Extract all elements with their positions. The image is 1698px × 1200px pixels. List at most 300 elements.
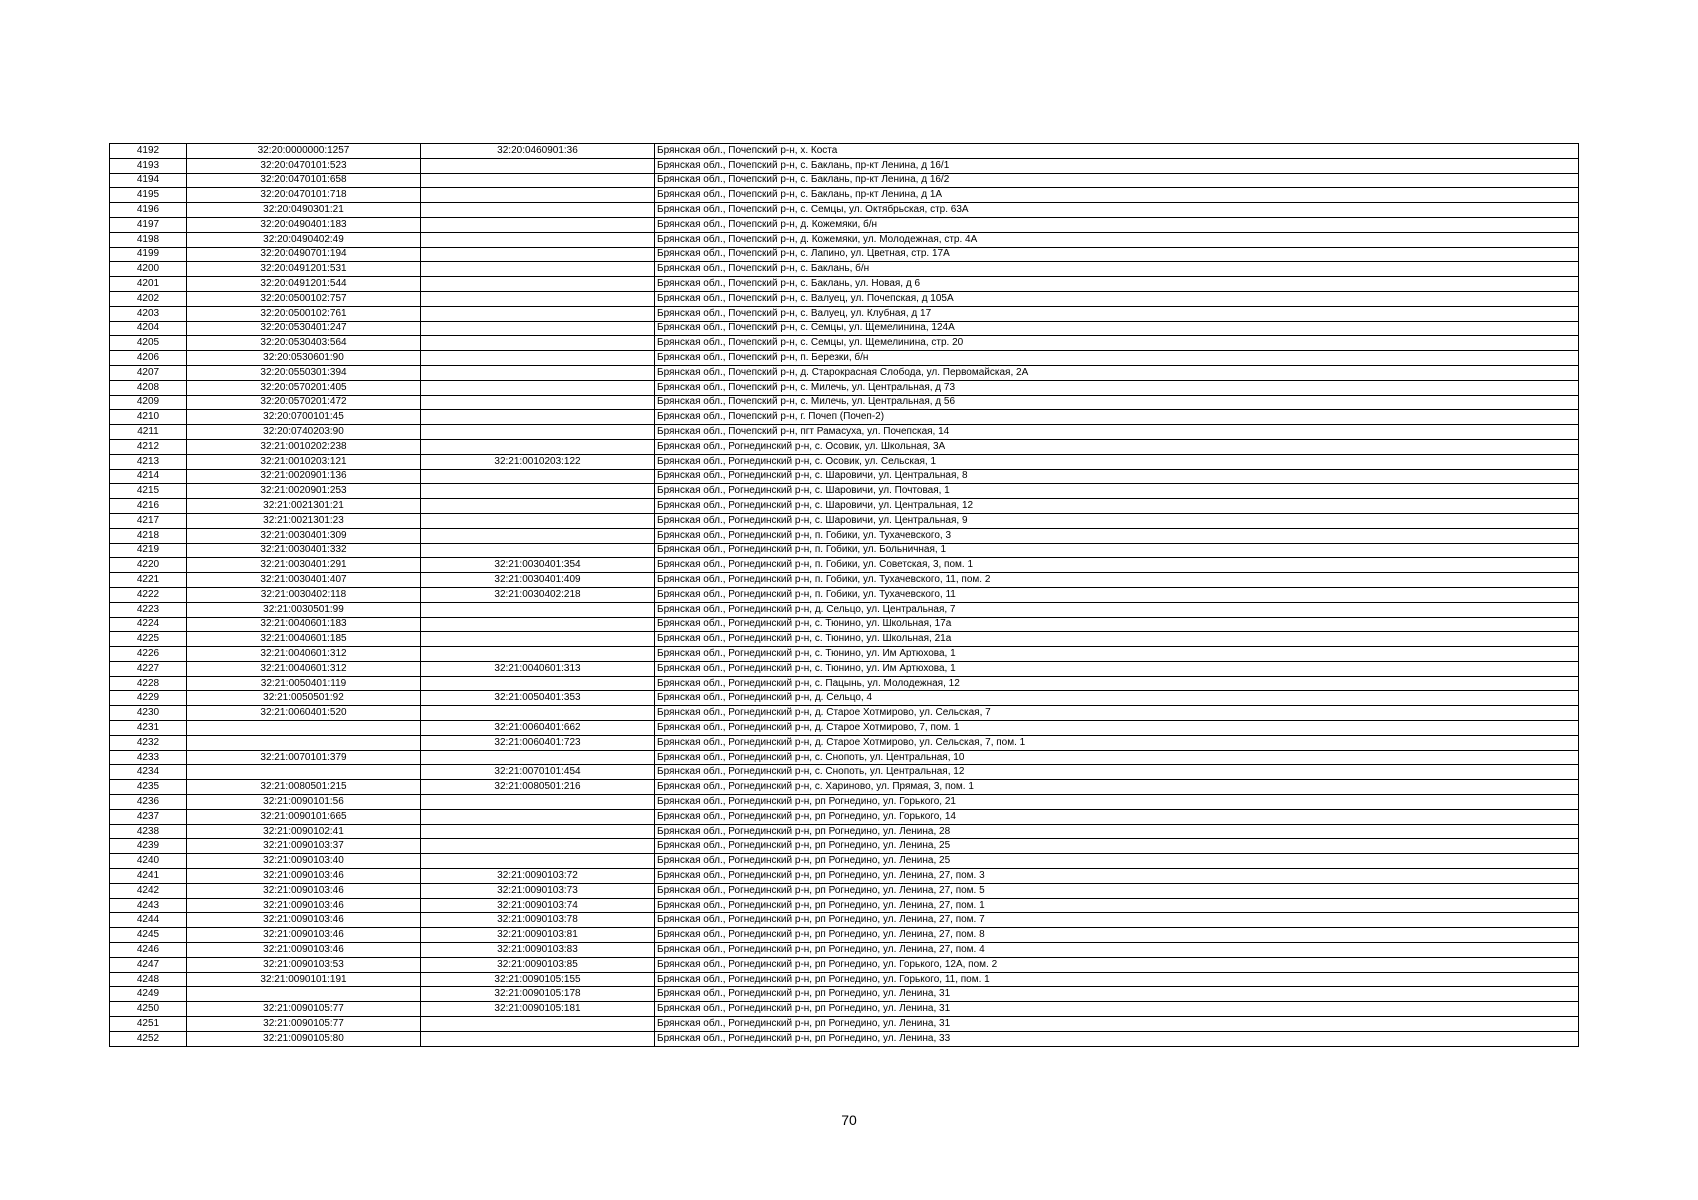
related-cadastral-number-cell: [421, 528, 655, 543]
cadastral-number-cell: 32:20:0490301:21: [187, 203, 421, 218]
table-row: [110, 291, 1579, 306]
cadastral-number-cell: 32:21:0090105:77: [187, 1002, 421, 1017]
cadastral-number-cell: 32:21:0090101:56: [187, 795, 421, 810]
row-number-cell: 4225: [110, 632, 187, 647]
table-row: [110, 780, 1579, 795]
row-number-cell: 4204: [110, 321, 187, 336]
table-row: [110, 721, 1579, 736]
address-cell: Брянская обл., Почепский р-н, с. Милечь, ул. Центральная, д 73: [655, 380, 1579, 395]
cadastral-number-cell: 32:20:0570201:405: [187, 380, 421, 395]
related-cadastral-number-cell: 32:21:0010203:122: [421, 454, 655, 469]
address-cell: Брянская обл., Рогнединский р-н, рп Рогнедино, ул. Ленина, 25: [655, 854, 1579, 869]
address-cell: Брянская обл., Рогнединский р-н, рп Рогнедино, ул. Ленина, 27, пом. 3: [655, 869, 1579, 884]
row-number-cell: 4218: [110, 528, 187, 543]
table-row: [110, 691, 1579, 706]
table-row: [110, 735, 1579, 750]
table-row: [110, 957, 1579, 972]
cadastral-number-cell: 32:21:0090103:37: [187, 839, 421, 854]
row-number-cell: 4209: [110, 395, 187, 410]
related-cadastral-number-cell: [421, 647, 655, 662]
cadastral-number-cell: 32:21:0010202:238: [187, 439, 421, 454]
row-number-cell: 4234: [110, 765, 187, 780]
row-number-cell: 4202: [110, 291, 187, 306]
row-number-cell: 4194: [110, 173, 187, 188]
related-cadastral-number-cell: 32:21:0050401:353: [421, 691, 655, 706]
row-number-cell: 4214: [110, 469, 187, 484]
related-cadastral-number-cell: [421, 543, 655, 558]
address-cell: Брянская обл., Рогнединский р-н, д. Сельцо, ул. Центральная, 7: [655, 602, 1579, 617]
related-cadastral-number-cell: [421, 795, 655, 810]
table-row: [110, 232, 1579, 247]
row-number-cell: 4222: [110, 587, 187, 602]
row-number-cell: 4245: [110, 928, 187, 943]
row-number-cell: 4241: [110, 869, 187, 884]
address-cell: Брянская обл., Рогнединский р-н, рп Рогнедино, ул. Ленина, 31: [655, 1017, 1579, 1032]
row-number-cell: 4228: [110, 676, 187, 691]
cadastral-number-cell: 32:21:0030401:309: [187, 528, 421, 543]
related-cadastral-number-cell: [421, 262, 655, 277]
row-number-cell: 4197: [110, 217, 187, 232]
row-number-cell: 4236: [110, 795, 187, 810]
row-number-cell: 4244: [110, 913, 187, 928]
related-cadastral-number-cell: [421, 750, 655, 765]
address-cell: Брянская обл., Рогнединский р-н, с. Шаровичи, ул. Центральная, 8: [655, 469, 1579, 484]
address-cell: Брянская обл., Рогнединский р-н, с. Тюнино, ул. Им Артюхова, 1: [655, 661, 1579, 676]
cadastral-number-cell: 32:21:0090105:77: [187, 1017, 421, 1032]
table-row: [110, 913, 1579, 928]
table-row: [110, 972, 1579, 987]
row-number-cell: 4199: [110, 247, 187, 262]
property-table: [109, 143, 1579, 1047]
address-cell: Брянская обл., Почепский р-н, с. Баклань, б/н: [655, 262, 1579, 277]
address-cell: Брянская обл., Почепский р-н, с. Семцы, ул. Щемелинина, 124А: [655, 321, 1579, 336]
row-number-cell: 4232: [110, 735, 187, 750]
row-number-cell: 4216: [110, 499, 187, 514]
table-row: [110, 558, 1579, 573]
row-number-cell: 4227: [110, 661, 187, 676]
row-number-cell: 4195: [110, 188, 187, 203]
related-cadastral-number-cell: 32:21:0090103:74: [421, 898, 655, 913]
cadastral-number-cell: 32:21:0060401:520: [187, 706, 421, 721]
address-cell: Брянская обл., Рогнединский р-н, с. Снопоть, ул. Центральная, 12: [655, 765, 1579, 780]
table-row: [110, 854, 1579, 869]
address-cell: Брянская обл., Рогнединский р-н, рп Рогнедино, ул. Ленина, 27, пом. 7: [655, 913, 1579, 928]
related-cadastral-number-cell: [421, 484, 655, 499]
address-cell: Брянская обл., Почепский р-н, с. Семцы, ул. Октябрьская, стр. 63А: [655, 203, 1579, 218]
table-row: [110, 395, 1579, 410]
address-cell: Брянская обл., Рогнединский р-н, рп Рогнедино, ул. Ленина, 28: [655, 824, 1579, 839]
table-body: [110, 144, 1579, 1047]
row-number-cell: 4208: [110, 380, 187, 395]
related-cadastral-number-cell: [421, 203, 655, 218]
cadastral-number-cell: 32:20:0530601:90: [187, 351, 421, 366]
row-number-cell: 4247: [110, 957, 187, 972]
table-row: [110, 883, 1579, 898]
row-number-cell: 4198: [110, 232, 187, 247]
related-cadastral-number-cell: 32:21:0070101:454: [421, 765, 655, 780]
address-cell: Брянская обл., Рогнединский р-н, рп Рогнедино, ул. Горького, 11, пом. 1: [655, 972, 1579, 987]
cadastral-number-cell: 32:21:0030501:99: [187, 602, 421, 617]
related-cadastral-number-cell: [421, 380, 655, 395]
row-number-cell: 4210: [110, 410, 187, 425]
row-number-cell: 4252: [110, 1031, 187, 1046]
cadastral-number-cell: 32:20:0740203:90: [187, 425, 421, 440]
cadastral-number-cell: [187, 735, 421, 750]
cadastral-number-cell: [187, 721, 421, 736]
table-row: [110, 1017, 1579, 1032]
table-row: [110, 321, 1579, 336]
cadastral-number-cell: 32:20:0700101:45: [187, 410, 421, 425]
table-row: [110, 573, 1579, 588]
related-cadastral-number-cell: [421, 1017, 655, 1032]
row-number-cell: 4205: [110, 336, 187, 351]
address-cell: Брянская обл., Рогнединский р-н, д. Старое Хотмирово, ул. Сельская, 7, пом. 1: [655, 735, 1579, 750]
table-row: [110, 513, 1579, 528]
address-cell: Брянская обл., Рогнединский р-н, с. Хариново, ул. Прямая, 3, пом. 1: [655, 780, 1579, 795]
address-cell: Брянская обл., Рогнединский р-н, рп Рогнедино, ул. Ленина, 27, пом. 8: [655, 928, 1579, 943]
cadastral-number-cell: 32:21:0020901:253: [187, 484, 421, 499]
table-row: [110, 262, 1579, 277]
row-number-cell: 4219: [110, 543, 187, 558]
related-cadastral-number-cell: 32:21:0090103:78: [421, 913, 655, 928]
address-cell: Брянская обл., Рогнединский р-н, с. Пацынь, ул. Молодежная, 12: [655, 676, 1579, 691]
related-cadastral-number-cell: 32:21:0030401:409: [421, 573, 655, 588]
related-cadastral-number-cell: [421, 365, 655, 380]
related-cadastral-number-cell: [421, 1031, 655, 1046]
row-number-cell: 4242: [110, 883, 187, 898]
cadastral-number-cell: 32:21:0040601:312: [187, 661, 421, 676]
cadastral-number-cell: 32:20:0550301:394: [187, 365, 421, 380]
table-row: [110, 499, 1579, 514]
table-row: [110, 1031, 1579, 1046]
table-row: [110, 587, 1579, 602]
row-number-cell: 4201: [110, 277, 187, 292]
cadastral-number-cell: 32:21:0030402:118: [187, 587, 421, 602]
page-number: 70: [841, 1112, 857, 1128]
address-cell: Брянская обл., Почепский р-н, г. Почеп (Почеп-2): [655, 410, 1579, 425]
row-number-cell: 4207: [110, 365, 187, 380]
cadastral-number-cell: 32:20:0500102:761: [187, 306, 421, 321]
table-row: [110, 661, 1579, 676]
cadastral-number-cell: 32:21:0021301:21: [187, 499, 421, 514]
address-cell: Брянская обл., Рогнединский р-н, рп Рогнедино, ул. Ленина, 31: [655, 987, 1579, 1002]
row-number-cell: 4243: [110, 898, 187, 913]
address-cell: Брянская обл., Почепский р-н, с. Семцы, ул. Щемелинина, стр. 20: [655, 336, 1579, 351]
related-cadastral-number-cell: [421, 839, 655, 854]
related-cadastral-number-cell: [421, 306, 655, 321]
table-row: [110, 632, 1579, 647]
row-number-cell: 4230: [110, 706, 187, 721]
cadastral-number-cell: 32:20:0490402:49: [187, 232, 421, 247]
table-row: [110, 1002, 1579, 1017]
table-row: [110, 706, 1579, 721]
cadastral-number-cell: 32:21:0090103:46: [187, 898, 421, 913]
cadastral-number-cell: 32:20:0491201:544: [187, 277, 421, 292]
cadastral-number-cell: 32:21:0030401:332: [187, 543, 421, 558]
address-cell: Брянская обл., Рогнединский р-н, с. Осовик, ул. Школьная, 3А: [655, 439, 1579, 454]
related-cadastral-number-cell: [421, 809, 655, 824]
cadastral-number-cell: 32:21:0010203:121: [187, 454, 421, 469]
table-row: [110, 365, 1579, 380]
row-number-cell: 4212: [110, 439, 187, 454]
cadastral-number-cell: 32:21:0050401:119: [187, 676, 421, 691]
row-number-cell: 4238: [110, 824, 187, 839]
address-cell: Брянская обл., Рогнединский р-н, с. Осовик, ул. Сельская, 1: [655, 454, 1579, 469]
cadastral-number-cell: 32:20:0530403:564: [187, 336, 421, 351]
related-cadastral-number-cell: 32:21:0090105:178: [421, 987, 655, 1002]
cadastral-number-cell: 32:21:0090105:80: [187, 1031, 421, 1046]
related-cadastral-number-cell: [421, 469, 655, 484]
related-cadastral-number-cell: 32:21:0030402:218: [421, 587, 655, 602]
cadastral-number-cell: 32:21:0050501:92: [187, 691, 421, 706]
related-cadastral-number-cell: [421, 277, 655, 292]
related-cadastral-number-cell: [421, 617, 655, 632]
row-number-cell: 4203: [110, 306, 187, 321]
cadastral-number-cell: 32:20:0490401:183: [187, 217, 421, 232]
address-cell: Брянская обл., Рогнединский р-н, п. Гобики, ул. Тухачевского, 3: [655, 528, 1579, 543]
cadastral-number-cell: 32:20:0491201:531: [187, 262, 421, 277]
table-row: [110, 943, 1579, 958]
related-cadastral-number-cell: 32:21:0060401:723: [421, 735, 655, 750]
cadastral-number-cell: [187, 765, 421, 780]
related-cadastral-number-cell: 32:20:0460901:36: [421, 144, 655, 159]
address-cell: Брянская обл., Рогнединский р-н, п. Гобики, ул. Тухачевского, 11: [655, 587, 1579, 602]
address-cell: Брянская обл., Почепский р-н, д. Кожемяки, б/н: [655, 217, 1579, 232]
table-row: [110, 647, 1579, 662]
row-number-cell: 4233: [110, 750, 187, 765]
cadastral-number-cell: 32:21:0080501:215: [187, 780, 421, 795]
cadastral-number-cell: 32:21:0090101:191: [187, 972, 421, 987]
table-row: [110, 469, 1579, 484]
address-cell: Брянская обл., Почепский р-н, с. Валуец, ул. Клубная, д 17: [655, 306, 1579, 321]
related-cadastral-number-cell: [421, 232, 655, 247]
table-row: [110, 869, 1579, 884]
cadastral-number-cell: 32:21:0090101:665: [187, 809, 421, 824]
row-number-cell: 4196: [110, 203, 187, 218]
cadastral-number-cell: 32:20:0570201:472: [187, 395, 421, 410]
cadastral-number-cell: 32:20:0530401:247: [187, 321, 421, 336]
table-row: [110, 839, 1579, 854]
address-cell: Брянская обл., Рогнединский р-н, рп Рогнедино, ул. Ленина, 27, пом. 4: [655, 943, 1579, 958]
cadastral-number-cell: 32:20:0470101:523: [187, 158, 421, 173]
address-cell: Брянская обл., Почепский р-н, с. Баклань, пр-кт Ленина, д 1А: [655, 188, 1579, 203]
related-cadastral-number-cell: [421, 188, 655, 203]
related-cadastral-number-cell: [421, 173, 655, 188]
address-cell: Брянская обл., Рогнединский р-н, рп Рогнедино, ул. Ленина, 31: [655, 1002, 1579, 1017]
table-row: [110, 336, 1579, 351]
cadastral-number-cell: 32:21:0090102:41: [187, 824, 421, 839]
cadastral-number-cell: 32:21:0020901:136: [187, 469, 421, 484]
related-cadastral-number-cell: [421, 291, 655, 306]
table-row: [110, 528, 1579, 543]
address-cell: Брянская обл., Рогнединский р-н, рп Рогнедино, ул. Горького, 21: [655, 795, 1579, 810]
related-cadastral-number-cell: 32:21:0040601:313: [421, 661, 655, 676]
related-cadastral-number-cell: [421, 499, 655, 514]
row-number-cell: 4251: [110, 1017, 187, 1032]
address-cell: Брянская обл., Рогнединский р-н, рп Рогнедино, ул. Горького, 12А, пом. 2: [655, 957, 1579, 972]
table-row: [110, 439, 1579, 454]
address-cell: Брянская обл., Рогнединский р-н, п. Гобики, ул. Советская, 3, пом. 1: [655, 558, 1579, 573]
row-number-cell: 4221: [110, 573, 187, 588]
table-row: [110, 217, 1579, 232]
table-row: [110, 158, 1579, 173]
cadastral-number-cell: 32:21:0090103:46: [187, 928, 421, 943]
cadastral-number-cell: 32:21:0090103:53: [187, 957, 421, 972]
related-cadastral-number-cell: [421, 513, 655, 528]
related-cadastral-number-cell: [421, 217, 655, 232]
table-row: [110, 306, 1579, 321]
row-number-cell: 4229: [110, 691, 187, 706]
table-row: [110, 173, 1579, 188]
cadastral-number-cell: [187, 987, 421, 1002]
table-row: [110, 898, 1579, 913]
table-row: [110, 454, 1579, 469]
address-cell: Брянская обл., Рогнединский р-н, с. Шаровичи, ул. Центральная, 9: [655, 513, 1579, 528]
related-cadastral-number-cell: 32:21:0090103:72: [421, 869, 655, 884]
row-number-cell: 4200: [110, 262, 187, 277]
address-cell: Брянская обл., Почепский р-н, п. Березки, б/н: [655, 351, 1579, 366]
related-cadastral-number-cell: [421, 321, 655, 336]
row-number-cell: 4237: [110, 809, 187, 824]
address-cell: Брянская обл., Почепский р-н, с. Баклань, пр-кт Ленина, д 16/1: [655, 158, 1579, 173]
address-cell: Брянская обл., Рогнединский р-н, д. Старое Хотмирово, ул. Сельская, 7: [655, 706, 1579, 721]
row-number-cell: 4224: [110, 617, 187, 632]
table-row: [110, 425, 1579, 440]
address-cell: Брянская обл., Рогнединский р-н, п. Гобики, ул. Больничная, 1: [655, 543, 1579, 558]
cadastral-number-cell: 32:20:0500102:757: [187, 291, 421, 306]
table-row: [110, 144, 1579, 159]
row-number-cell: 4220: [110, 558, 187, 573]
address-cell: Брянская обл., Почепский р-н, пгт Рамасуха, ул. Почепская, 14: [655, 425, 1579, 440]
row-number-cell: 4226: [110, 647, 187, 662]
related-cadastral-number-cell: [421, 247, 655, 262]
table-row: [110, 203, 1579, 218]
address-cell: Брянская обл., Рогнединский р-н, п. Гобики, ул. Тухачевского, 11, пом. 2: [655, 573, 1579, 588]
table-row: [110, 676, 1579, 691]
related-cadastral-number-cell: [421, 395, 655, 410]
cadastral-number-cell: 32:21:0030401:291: [187, 558, 421, 573]
row-number-cell: 4235: [110, 780, 187, 795]
related-cadastral-number-cell: [421, 632, 655, 647]
address-cell: Брянская обл., Почепский р-н, д. Кожемяки, ул. Молодежная, стр. 4А: [655, 232, 1579, 247]
address-cell: Брянская обл., Рогнединский р-н, с. Шаровичи, ул. Центральная, 12: [655, 499, 1579, 514]
address-cell: Брянская обл., Рогнединский р-н, рп Рогнедино, ул. Ленина, 33: [655, 1031, 1579, 1046]
address-cell: Брянская обл., Рогнединский р-н, с. Тюнино, ул. Им Артюхова, 1: [655, 647, 1579, 662]
cadastral-number-cell: 32:21:0090103:46: [187, 913, 421, 928]
table-row: [110, 484, 1579, 499]
address-cell: Брянская обл., Рогнединский р-н, д. Сельцо, 4: [655, 691, 1579, 706]
address-cell: Брянская обл., Рогнединский р-н, рп Рогнедино, ул. Ленина, 27, пом. 1: [655, 898, 1579, 913]
row-number-cell: 4211: [110, 425, 187, 440]
table-row: [110, 410, 1579, 425]
table-row: [110, 380, 1579, 395]
table-row: [110, 602, 1579, 617]
row-number-cell: 4193: [110, 158, 187, 173]
address-cell: Брянская обл., Почепский р-н, д. Старокрасная Слобода, ул. Первомайская, 2А: [655, 365, 1579, 380]
related-cadastral-number-cell: [421, 706, 655, 721]
row-number-cell: 4192: [110, 144, 187, 159]
table-row: [110, 824, 1579, 839]
address-cell: Брянская обл., Рогнединский р-н, д. Старое Хотмирово, 7, пом. 1: [655, 721, 1579, 736]
row-number-cell: 4231: [110, 721, 187, 736]
table-row: [110, 765, 1579, 780]
related-cadastral-number-cell: 32:21:0030401:354: [421, 558, 655, 573]
address-cell: Брянская обл., Почепский р-н, с. Баклань, ул. Новая, д 6: [655, 277, 1579, 292]
cadastral-number-cell: 32:21:0040601:312: [187, 647, 421, 662]
cadastral-number-cell: 32:20:0470101:658: [187, 173, 421, 188]
address-cell: Брянская обл., Почепский р-н, с. Баклань, пр-кт Ленина, д 16/2: [655, 173, 1579, 188]
related-cadastral-number-cell: [421, 351, 655, 366]
related-cadastral-number-cell: 32:21:0090103:85: [421, 957, 655, 972]
related-cadastral-number-cell: [421, 439, 655, 454]
row-number-cell: 4239: [110, 839, 187, 854]
row-number-cell: 4217: [110, 513, 187, 528]
cadastral-number-cell: 32:21:0021301:23: [187, 513, 421, 528]
related-cadastral-number-cell: [421, 336, 655, 351]
related-cadastral-number-cell: 32:21:0090105:155: [421, 972, 655, 987]
table-row: [110, 188, 1579, 203]
table-row: [110, 543, 1579, 558]
row-number-cell: 4240: [110, 854, 187, 869]
cadastral-number-cell: 32:21:0090103:40: [187, 854, 421, 869]
address-cell: Брянская обл., Почепский р-н, с. Милечь, ул. Центральная, д 56: [655, 395, 1579, 410]
cadastral-number-cell: 32:20:0470101:718: [187, 188, 421, 203]
row-number-cell: 4223: [110, 602, 187, 617]
table-row: [110, 617, 1579, 632]
row-number-cell: 4248: [110, 972, 187, 987]
address-cell: Брянская обл., Почепский р-н, с. Лапино, ул. Цветная, стр. 17А: [655, 247, 1579, 262]
table-row: [110, 750, 1579, 765]
table-row: [110, 247, 1579, 262]
related-cadastral-number-cell: [421, 158, 655, 173]
related-cadastral-number-cell: 32:21:0080501:216: [421, 780, 655, 795]
cadastral-number-cell: 32:21:0040601:185: [187, 632, 421, 647]
address-cell: Брянская обл., Рогнединский р-н, с. Тюнино, ул. Школьная, 17а: [655, 617, 1579, 632]
cadastral-number-cell: 32:21:0070101:379: [187, 750, 421, 765]
related-cadastral-number-cell: 32:21:0090103:73: [421, 883, 655, 898]
cadastral-number-cell: 32:20:0000000:1257: [187, 144, 421, 159]
related-cadastral-number-cell: 32:21:0060401:662: [421, 721, 655, 736]
row-number-cell: 4213: [110, 454, 187, 469]
table-row: [110, 928, 1579, 943]
related-cadastral-number-cell: 32:21:0090105:181: [421, 1002, 655, 1017]
table-row: [110, 987, 1579, 1002]
row-number-cell: 4246: [110, 943, 187, 958]
row-number-cell: 4249: [110, 987, 187, 1002]
table-row: [110, 277, 1579, 292]
address-cell: Брянская обл., Рогнединский р-н, рп Рогнедино, ул. Ленина, 27, пом. 5: [655, 883, 1579, 898]
related-cadastral-number-cell: [421, 425, 655, 440]
related-cadastral-number-cell: [421, 410, 655, 425]
cadastral-number-cell: 32:20:0490701:194: [187, 247, 421, 262]
related-cadastral-number-cell: [421, 824, 655, 839]
cadastral-number-cell: 32:21:0090103:46: [187, 883, 421, 898]
address-cell: Брянская обл., Рогнединский р-н, с. Снопоть, ул. Центральная, 10: [655, 750, 1579, 765]
cadastral-number-cell: 32:21:0090103:46: [187, 943, 421, 958]
related-cadastral-number-cell: [421, 854, 655, 869]
address-cell: Брянская обл., Рогнединский р-н, с. Тюнино, ул. Школьная, 21а: [655, 632, 1579, 647]
address-cell: Брянская обл., Почепский р-н, с. Валуец, ул. Почепская, д 105А: [655, 291, 1579, 306]
related-cadastral-number-cell: [421, 676, 655, 691]
cadastral-number-cell: 32:21:0090103:46: [187, 869, 421, 884]
address-cell: Брянская обл., Рогнединский р-н, рп Рогнедино, ул. Ленина, 25: [655, 839, 1579, 854]
table-row: [110, 809, 1579, 824]
cadastral-number-cell: 32:21:0030401:407: [187, 573, 421, 588]
related-cadastral-number-cell: 32:21:0090103:81: [421, 928, 655, 943]
address-cell: Брянская обл., Рогнединский р-н, с. Шаровичи, ул. Почтовая, 1: [655, 484, 1579, 499]
address-cell: Брянская обл., Рогнединский р-н, рп Рогнедино, ул. Горького, 14: [655, 809, 1579, 824]
row-number-cell: 4250: [110, 1002, 187, 1017]
